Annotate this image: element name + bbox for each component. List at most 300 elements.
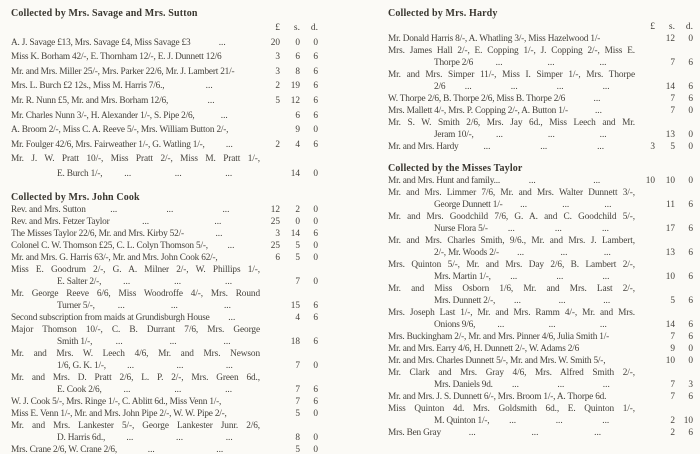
shillings-header: s.	[293, 23, 300, 33]
dot-leader: ...	[602, 380, 610, 390]
amount-pence: 0	[688, 176, 694, 186]
entry-names: The Misses Taylor 22/6, Mr. and Mrs. Kirby 52/-	[11, 228, 184, 239]
dot-leader: ...	[110, 204, 118, 215]
amount-pence: 6	[313, 312, 318, 323]
dot-leader: ...	[220, 110, 228, 121]
entry-continued-text: Mr. George Reeve 6/6, Miss Woodroffe 4/-, Mrs. Round	[11, 288, 260, 299]
entry-names: Mrs. Crane 2/6, W. Crane 2/6,	[11, 444, 118, 454]
amount-pence: 0	[313, 408, 318, 419]
dot-leader: ...	[127, 360, 135, 371]
amount-pounds: 25	[270, 240, 280, 251]
dot-leader: ...	[556, 272, 564, 282]
subscription-entry	[388, 199, 693, 211]
amount-shillings: 14	[665, 82, 676, 92]
entry-names: Second subscription from maids at Grundisburgh House	[11, 312, 210, 323]
dot-leader: ...	[223, 336, 231, 347]
amount-pounds: 2	[275, 81, 280, 92]
dot-leader: ...	[142, 216, 150, 227]
entry-continued-text: Mr. J. W. Pratt 10/-, Miss Pratt 2/-, Miss M. Pratt 1/-,	[11, 154, 260, 165]
amount-pence: 6	[313, 228, 318, 239]
amount-pence: 6	[688, 248, 693, 258]
amount-pence: 6	[313, 384, 318, 395]
amount-pence: 0	[688, 130, 694, 140]
amount-pence: 6	[688, 428, 693, 438]
dot-leader: ...	[147, 444, 155, 454]
amount-pounds: 5	[275, 95, 280, 106]
entry-continued-text: Miss Quinton 4d. Mrs. Goldsmith 6d., E. Quinton 1/-,	[388, 404, 635, 414]
subscription-entry	[388, 295, 693, 307]
amount-pence: 0	[688, 34, 693, 44]
subscription-entry	[11, 252, 318, 264]
amount-pence: 6	[313, 52, 318, 63]
amount-shillings: 7	[295, 396, 300, 407]
amount-pence: 0	[688, 344, 693, 354]
dot-leader: ...	[528, 176, 536, 186]
amount-shillings: 7	[295, 276, 301, 287]
entry-names: Rev. and Mrs. Sutton	[11, 204, 86, 215]
entry-names: 2/-, Mr. Woods 2/-	[434, 248, 499, 258]
dot-leader: ...	[562, 200, 570, 210]
dot-leader: ...	[510, 272, 518, 282]
amount-shillings: 6	[295, 52, 300, 63]
dot-leader: ...	[513, 296, 521, 306]
amount-pence: 6	[688, 200, 693, 210]
entry-continued-text: Mr. and Mrs. Lankester 5/-, George Lankester Junr. 2/6,	[11, 420, 260, 431]
amount-pence: 6	[688, 82, 694, 92]
dot-leader: ...	[601, 224, 609, 234]
amount-pence: 10	[683, 416, 694, 426]
subscription-entry	[11, 276, 318, 288]
left-column	[11, 7, 318, 454]
entry-names: Mr. and Mrs. G. Harris 63/-, Mr. and Mrs. John Cook 62/-,	[11, 252, 218, 263]
amount-shillings: 4	[295, 139, 300, 150]
dot-leader: ...	[599, 58, 607, 68]
amount-shillings: 10	[665, 356, 675, 366]
entry-names: A. Broom 2/-, Miss C. A. Reeve 5/-, Mrs. William Button 2/-,	[11, 125, 229, 136]
subscription-entry	[388, 175, 693, 187]
entry-names: Mrs. Mallett 4/-, Mrs. P. Copping 2/-, A. Button 1/-	[388, 106, 568, 116]
dot-leader: ...	[557, 380, 565, 390]
entry-names: Miss K. Borham 42/-, E. Thornham 12/-, E. J. Dunnett 12/6	[11, 52, 222, 63]
section-title: Collected by Mrs. Savage and Mrs. Sutton	[11, 8, 198, 19]
dot-leader: ...	[222, 204, 230, 215]
dot-leader: ...	[517, 248, 525, 258]
subscription-entry	[11, 432, 318, 444]
dot-leader: ...	[123, 384, 131, 395]
amount-pence: 3	[688, 380, 693, 390]
amount-shillings: 5	[670, 296, 675, 306]
amount-pounds: 6	[275, 252, 280, 263]
entry-continued-text: Mr. and Mrs. Simper 11/-, Miss I. Simper 1/-, Mrs. Thorpe	[388, 70, 635, 80]
subscription-entry	[11, 167, 318, 182]
subscription-entry	[11, 336, 318, 348]
dot-leader: ...	[531, 428, 539, 438]
entry-names: Miss E. Venn 1/-, Mr. and Mrs. John Pipe 2/-, W. W. Pipe 2/-,	[11, 408, 227, 419]
amount-pence: 6	[313, 139, 318, 150]
amount-pounds: 20	[270, 37, 280, 48]
amount-shillings: 7	[670, 380, 675, 390]
amount-pence: 0	[313, 125, 318, 136]
dot-leader: ...	[593, 94, 601, 104]
amount-shillings: 10	[665, 272, 675, 282]
entry-names: Mrs. L. Burch £2 12s., Miss M. Harris 7/6.,	[11, 81, 165, 92]
subscription-entry	[11, 312, 318, 324]
amount-pence: 6	[688, 224, 693, 234]
shillings-header: s.	[668, 22, 675, 32]
entry-names: Mrs. Dunnett 2/-,	[434, 296, 496, 306]
dot-leader: ...	[560, 248, 568, 258]
entry-names: M. Quinton 1/-,	[434, 416, 490, 426]
amount-shillings: 5	[295, 444, 301, 454]
subscription-entry	[388, 319, 693, 331]
dot-leader: ...	[554, 224, 562, 234]
amount-pounds: 10	[645, 176, 656, 186]
dot-leader: ...	[225, 432, 233, 443]
subscription-entry	[388, 247, 693, 259]
amount-pence: 6	[688, 272, 693, 282]
dot-leader: ...	[510, 82, 518, 92]
entry-names: Mrs. Daniels 9d.	[434, 380, 493, 390]
entry-names: Turner 5/-,	[57, 300, 95, 311]
amount-pence: 0	[313, 252, 318, 263]
amount-shillings: 7	[670, 58, 676, 68]
entry-names: Thorpe 2/6	[434, 58, 474, 68]
amount-pence: 6	[688, 392, 693, 402]
subscription-entry	[11, 79, 318, 94]
entry-names: W. J. Cook 5/-, Mrs. Ringe 1/-, C. Ablitt 6d., Miss Venn 1/-,	[11, 396, 222, 407]
right-column	[388, 7, 693, 439]
dot-leader: ...	[126, 432, 134, 443]
amount-shillings: 7	[295, 360, 300, 371]
dot-leader: ...	[602, 82, 610, 92]
amount-shillings: 5	[670, 142, 675, 152]
amount-pence: 6	[313, 95, 318, 106]
amount-pence: 6	[688, 320, 693, 330]
dot-leader: ...	[225, 360, 233, 371]
subscription-entry	[388, 57, 693, 69]
dot-leader: ...	[123, 276, 131, 287]
dot-leader: ...	[520, 200, 528, 210]
dot-leader: ...	[176, 432, 184, 443]
dot-leader: ...	[225, 384, 233, 395]
amount-pence: 0	[313, 216, 319, 227]
dot-leader: ...	[124, 168, 132, 179]
subscription-entry	[11, 123, 318, 138]
amount-pence: 6	[313, 300, 318, 311]
dot-leader: ...	[218, 37, 226, 48]
entry-names: Mr. and Mrs. Hardy	[388, 142, 459, 152]
amount-pence: 6	[313, 396, 318, 407]
amount-shillings: 11	[666, 200, 675, 210]
entry-names: A. J. Savage £13, Mrs. Savage £4, Miss Savage £3	[11, 37, 191, 48]
amount-shillings: 13	[665, 130, 676, 140]
subscription-entry	[388, 391, 693, 403]
subscription-entry	[388, 93, 693, 105]
subscription-entry	[388, 81, 693, 93]
amount-shillings: 19	[290, 81, 300, 92]
dot-leader: ...	[225, 168, 233, 179]
entry-names: Mr. and Mrs. Hunt and family...	[388, 176, 500, 186]
subscription-entry	[11, 94, 318, 109]
entry-names: Mr. Foulger 42/6, Mrs. Fairweather 1/-, G. Watling 1/-,	[11, 139, 205, 150]
dot-leader: ...	[507, 224, 515, 234]
amount-shillings: 13	[665, 248, 675, 258]
subscription-entry	[388, 129, 693, 141]
amount-pence: 0	[688, 106, 693, 116]
subscription-entry	[388, 105, 693, 117]
amount-shillings: 9	[295, 125, 300, 136]
amount-shillings: 4	[295, 312, 300, 323]
entry-names: Rev. and Mrs. Fetzer Taylor	[11, 216, 110, 227]
amount-shillings: 18	[290, 336, 301, 347]
entry-continued-text: Mrs. Quinton 5/-, Mr. and Mrs. Day 2/6, B. Lambert 2/-,	[388, 260, 635, 270]
dot-leader: ...	[468, 428, 476, 438]
amount-pounds: 2	[275, 139, 280, 150]
amount-shillings: 2	[295, 204, 301, 215]
subscription-entry	[11, 36, 318, 51]
dot-leader: ...	[495, 58, 503, 68]
entry-names: W. Thorpe 2/6, B. Thorpe 2/6, Miss B. Thorpe 2/6	[388, 94, 566, 104]
collection-section	[388, 7, 693, 153]
entry-continued-text: Mr. and Mrs. W. Leech 4/6, Mr. and Mrs. Newson	[11, 348, 260, 359]
pounds-header: £	[275, 23, 280, 33]
subscription-entry	[388, 379, 693, 391]
entry-continued-text: Mrs. Joseph Last 1/-, Mr. and Mrs. Ramm 4/-, Mr. and Mrs.	[388, 308, 635, 318]
entry-names: D. Harris 6d.,	[57, 432, 106, 443]
pence-header: d.	[685, 22, 693, 32]
dot-leader: ...	[228, 312, 236, 323]
amount-pence: 6	[313, 110, 318, 121]
entry-continued-text: Miss E. Goodrum 2/-, G. A. Milner 2/-, W. Phillips 1/-,	[11, 264, 260, 275]
entry-names: E. Burch 1/-,	[57, 168, 103, 179]
amount-pence: 6	[313, 81, 318, 92]
amount-pence: 0	[313, 168, 318, 179]
subscription-entry	[388, 223, 693, 235]
collection-section	[11, 7, 318, 182]
entry-continued-text: Mr. S. W. Smith 2/6, Mrs. Jay 6d., Miss Leech and Mr.	[388, 118, 635, 128]
amount-pence: 0	[313, 204, 319, 215]
subscription-entry	[11, 396, 318, 408]
amount-shillings: 14	[290, 168, 300, 179]
entry-continued-text: Mr. and Mrs. Charles Smith, 9/6., Mr. and Mrs. J. Lambert,	[388, 236, 635, 246]
subscription-entry	[11, 109, 318, 124]
amount-shillings: 5	[295, 240, 300, 251]
subscription-entry	[11, 360, 318, 372]
subscription-entry	[388, 141, 693, 153]
entry-continued-text: Mrs. James Hall 2/-, E. Copping 1/-, J. Copping 2/-, Miss E.	[388, 46, 635, 56]
dot-leader: ...	[509, 416, 517, 426]
amount-shillings: 8	[295, 432, 300, 443]
amount-shillings: 10	[665, 176, 676, 186]
pence-header: d.	[310, 23, 318, 33]
entry-continued-text: Mr. and Mrs. Limmer 7/6, Mr. and Mrs. Walter Dunnett 3/-,	[388, 188, 635, 198]
collection-section	[388, 162, 693, 439]
dot-leader: ...	[464, 82, 472, 92]
amount-pence: 6	[688, 296, 693, 306]
entry-names: 2/6	[434, 82, 446, 92]
amount-pounds: 3	[275, 52, 280, 63]
amount-shillings: 7	[670, 106, 675, 116]
amount-shillings: 5	[295, 408, 300, 419]
amount-shillings: 2	[670, 428, 675, 438]
entry-names: Mr. Charles Nunn 3/-, H. Alexander 1/-, S. Pipe 2/6,	[11, 110, 195, 121]
subscription-entry	[388, 343, 693, 355]
currency-header	[388, 21, 693, 33]
dot-leader: ...	[594, 106, 602, 116]
amount-shillings: 14	[665, 320, 675, 330]
dot-leader: ...	[117, 300, 125, 311]
dot-leader: ...	[599, 130, 607, 140]
amount-pence: 6	[688, 58, 694, 68]
dot-leader: ...	[548, 320, 556, 330]
dot-leader: ...	[556, 82, 564, 92]
subscription-entry	[11, 216, 318, 228]
dot-leader: ...	[604, 200, 612, 210]
subscription-entry	[11, 138, 318, 153]
entry-names: Mrs. Ben Gray	[388, 428, 441, 438]
subscription-entry	[11, 240, 318, 252]
amount-shillings: 12	[290, 95, 300, 106]
dot-leader: ...	[602, 416, 610, 426]
currency-header	[11, 21, 318, 36]
amount-shillings: 17	[665, 224, 675, 234]
dot-leader: ...	[603, 248, 611, 258]
subscription-entry	[388, 355, 693, 367]
entry-names: Mr. and Mrs. Earry 4/6, H. Dunnett 2/-, W. Adams 2/6	[388, 344, 580, 354]
amount-pence: 0	[688, 142, 693, 152]
amount-pence: 0	[313, 360, 318, 371]
entry-names: 1/6, G. K. 1/-,	[57, 360, 106, 371]
subscription-entry	[388, 271, 693, 283]
dot-leader: ...	[511, 380, 519, 390]
entry-names: Onions 9/6,	[434, 320, 476, 330]
dot-leader: ...	[115, 336, 123, 347]
dot-leader: ...	[170, 300, 178, 311]
entry-names: Mr. Donald Harris 8/-, A. Whatling 3/-, Miss Hazelwood 1/-	[388, 34, 601, 44]
entry-names: Mrs. Buckingham 2/-, Mr. and Mrs. Pinner 4/6, Julia Smith 1/-	[388, 332, 609, 342]
dot-leader: ...	[558, 296, 566, 306]
dot-leader: ...	[594, 428, 602, 438]
amount-shillings: 5	[295, 252, 300, 263]
subscription-entry	[11, 228, 318, 240]
dot-leader: ...	[497, 320, 505, 330]
entry-continued-text: Mr. Clark and Mrs. Gray 4/6, Mrs. Alfred Smith 2/-,	[388, 368, 635, 378]
amount-pounds: 25	[270, 216, 281, 227]
entry-names: E. Salter 2/-,	[57, 276, 102, 287]
amount-shillings: 7	[670, 94, 675, 104]
dot-leader: ...	[602, 272, 610, 282]
entry-names: E. Cook 2/6,	[57, 384, 102, 395]
entry-continued-text: Mr. and Miss Osborn 1/6, Mr. and Mrs. Last 2/-,	[388, 284, 635, 294]
amount-shillings: 15	[290, 300, 300, 311]
dot-leader: ...	[483, 142, 491, 152]
subscription-entry	[388, 415, 693, 427]
dot-leader: ...	[547, 58, 555, 68]
dot-leader: ...	[174, 384, 182, 395]
dot-leader: ...	[207, 95, 215, 106]
dot-leader: ...	[176, 360, 184, 371]
amount-pounds: 3	[650, 142, 655, 152]
subscription-entry	[388, 427, 693, 439]
section-title: Collected by Mrs. Hardy	[388, 8, 498, 19]
subscription-entry	[11, 50, 318, 65]
amount-shillings: 14	[290, 228, 300, 239]
entry-names: Nurse Flora 5/-	[434, 224, 488, 234]
dot-leader: ...	[174, 168, 182, 179]
dot-leader: ...	[225, 276, 233, 287]
dot-leader: ...	[599, 320, 607, 330]
subscription-entry	[11, 65, 318, 80]
amount-pence: 0	[688, 356, 693, 366]
pounds-header: £	[650, 22, 655, 32]
dot-leader: ...	[174, 276, 182, 287]
dot-leader: ...	[227, 240, 235, 251]
amount-pence: 0	[313, 444, 319, 454]
amount-shillings: 7	[670, 332, 675, 342]
dot-leader: ...	[593, 176, 601, 186]
amount-shillings: 6	[295, 110, 300, 121]
collection-section	[11, 191, 318, 454]
subscription-entry	[388, 33, 693, 45]
amount-pence: 0	[313, 37, 318, 48]
subscription-entry	[388, 331, 693, 343]
entry-continued-text: Major Thomson 10/-, C. B. Durrant 7/6, Mrs. George	[11, 324, 260, 335]
dot-leader: ...	[205, 81, 213, 92]
entry-names: Mr. and Mrs. Charles Dunnett 5/-, Mr. and Mrs. W. Smith 5/-,	[388, 356, 606, 366]
section-title: Collected by Mrs. John Cook	[11, 191, 140, 203]
amount-shillings: 7	[670, 392, 675, 402]
dot-leader: ...	[216, 444, 224, 454]
amount-shillings: 9	[670, 344, 675, 354]
dot-leader: ...	[225, 139, 233, 150]
dot-leader: ...	[547, 130, 555, 140]
subscription-entry	[11, 300, 318, 312]
entry-names: Mr. and Mrs. J. S. Dunnett 6/-, Mrs. Broom 1/-, A. Thorpe 6d.	[388, 392, 607, 402]
amount-pence: 6	[688, 94, 693, 104]
entry-names: Mrs. Martin 1/-,	[434, 272, 491, 282]
dot-leader: ...	[496, 130, 504, 140]
entry-names: Mr. and Mrs. Miller 25/-, Mrs. Parker 22/6, Mr. J. Lambert 21/-	[11, 66, 235, 77]
entry-names: Colonel C. W. Thomson £25, C. L. Colyn Thomson 5/-,	[11, 240, 208, 251]
dot-leader: ...	[555, 416, 563, 426]
dot-leader: ...	[223, 300, 231, 311]
subscription-entry	[11, 444, 318, 454]
dot-leader: ...	[215, 228, 223, 239]
subscription-entry	[11, 204, 318, 216]
amount-shillings: 0	[295, 216, 301, 227]
subscription-entry	[11, 384, 318, 396]
subscription-entry	[11, 408, 318, 420]
entry-continued-text: Mr. and Mrs. Goodchild 7/6, G. A. and C. Goodchild 5/-,	[388, 212, 635, 222]
amount-shillings: 0	[295, 37, 300, 48]
amount-shillings: 2	[670, 416, 676, 426]
dot-leader: ...	[597, 142, 605, 152]
entry-names: Smith 1/-,	[57, 336, 93, 347]
entry-continued-text: Mr. and Mrs. D. Pratt 2/6, L. P. 2/-, Mrs. Green 6d.,	[11, 372, 260, 383]
amount-pence: 6	[313, 336, 319, 347]
dot-leader: ...	[169, 336, 177, 347]
amount-pounds: 3	[275, 66, 280, 77]
amount-pence: 6	[688, 332, 693, 342]
dot-leader: ...	[540, 142, 548, 152]
amount-pounds: 12	[270, 204, 281, 215]
amount-shillings: 8	[295, 66, 300, 77]
dot-leader: ...	[214, 216, 222, 227]
dot-leader: ...	[166, 204, 174, 215]
amount-pence: 0	[313, 276, 319, 287]
entry-names: Jeram 10/-,	[434, 130, 474, 140]
amount-pounds: 3	[275, 228, 280, 239]
